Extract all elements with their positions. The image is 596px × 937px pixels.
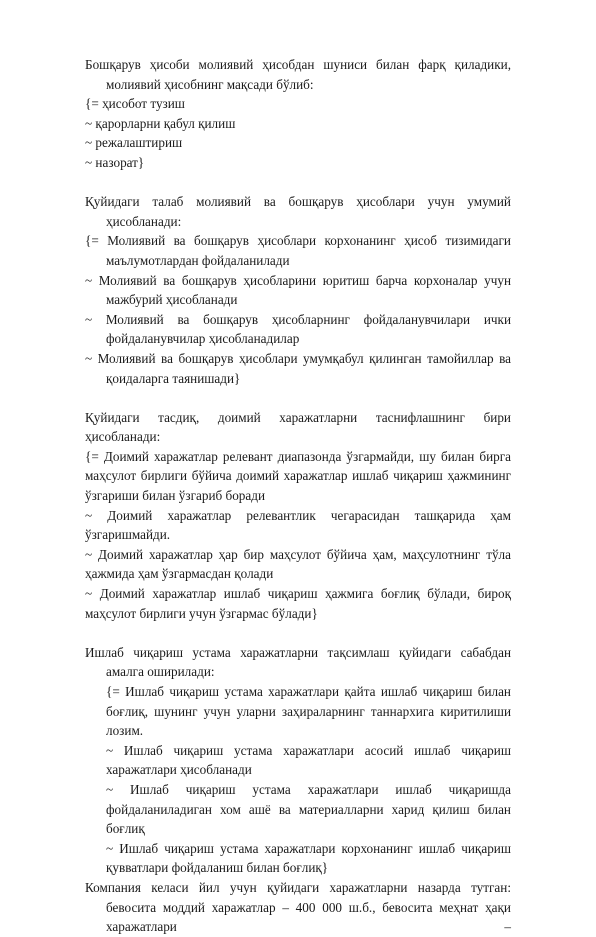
answer-1-4: ~ назорат} (85, 154, 145, 170)
answer-3-3: ~ Доимий харажатлар ҳар бир маҳсулот бўйича ҳам, маҳсулотнинг тўла ҳажмида ҳам ўзгармасдан қолади (85, 546, 511, 582)
answer-3-1: {= Доимий харажатлар релевант диапазонда ўзгармайди, шу билан бирга маҳсулот бирлиги бўйича доимий харажатлар ишлаб чиқариш ҳажмининг ўзгариши билан ўзгариб боради (85, 448, 511, 504)
answer-2-2: ~ Молиявий ва бошқарув ҳисобларини юритиш барча корхоналар учун мажбурий ҳисобланади (85, 272, 511, 308)
answer-3-4: ~ Доимий харажатлар ишлаб чиқариш ҳажмига боғлиқ бўлади, бироқ маҳсулот бирлиги учун ўзгармас бўлади} (85, 586, 511, 621)
answer-1-3: ~ режалаштириш (85, 135, 183, 151)
question-4: Ишлаб чиқариш устама харажатларни тақсимлаш қуйидаги сабабдан амалга оширилади: (85, 644, 511, 680)
answers-4 (85, 682, 511, 878)
answer-4-3: ~ Ишлаб чиқариш устама харажатлари ишлаб чиқаришда фойдаланиладиган хом ашё ва материалларни харид қилиш билан боғлиқ (106, 781, 511, 837)
answer-2-1: {= Молиявий ва бошқарув ҳисоблари корхонанинг ҳисоб тизимидаги маълумотлардан фойдаланилади (85, 233, 511, 268)
answer-2-4: ~ Молиявий ва бошқарув ҳисоблари умумқабул қилинган тамойиллар ва қоидаларга таянишади} (85, 350, 511, 386)
document-page (85, 55, 511, 937)
answer-4-4: ~ Ишлаб чиқариш устама харажатлари корхонанинг ишлаб чиқариш қувватлари фойдаланиш билан боғлиқ} (106, 840, 511, 876)
answer-2-3: ~ Молиявий ва бошқарув ҳисобларнинг фойдаланувчилари ички фойдаланувчилар ҳисобланадилар (85, 311, 511, 347)
spacer (85, 173, 511, 193)
spacer (85, 388, 511, 408)
answer-4-2: ~ Ишлаб чиқариш устама харажатлари асосий ишлаб чиқариш харажатлари ҳисобланади (106, 742, 511, 778)
question-5: Компания келаси йил учун қуйидаги харажатларни назарда тутган: бевосита моддий харажатлар – 400 000 ш.б., бевосита меҳнат ҳақи харажатлари – (85, 879, 511, 935)
answer-1-2: ~ қарорларни қабул қилиш (85, 115, 236, 131)
answer-1-1: {= ҳисобот тузиш (85, 96, 185, 112)
answer-4-1: {= Ишлаб чиқариш устама харажатлари қайта ишлаб чиқариш билан боғлиқ, шунинг учун уларни заҳираларнинг таннархига киритилиши лозим. (106, 684, 511, 739)
question-2: Қуйидаги талаб молиявий ва бошқарув ҳисоблари учун умумий ҳисобланади: (85, 194, 511, 229)
question-1: Бошқарув ҳисоби молиявий ҳисобдан шуниси билан фарқ қиладики, молиявий ҳисобнинг мақсади бўлиб: (85, 57, 511, 92)
answer-3-2: ~ Доимий харажатлар релевантлик чегарасидан ташқарида ҳам ўзгаришмайди. (85, 507, 511, 543)
spacer (85, 623, 511, 643)
question-3: Қуйидаги тасдиқ, доимий харажатларни таснифлашнинг бири ҳисобланади: (85, 409, 511, 445)
